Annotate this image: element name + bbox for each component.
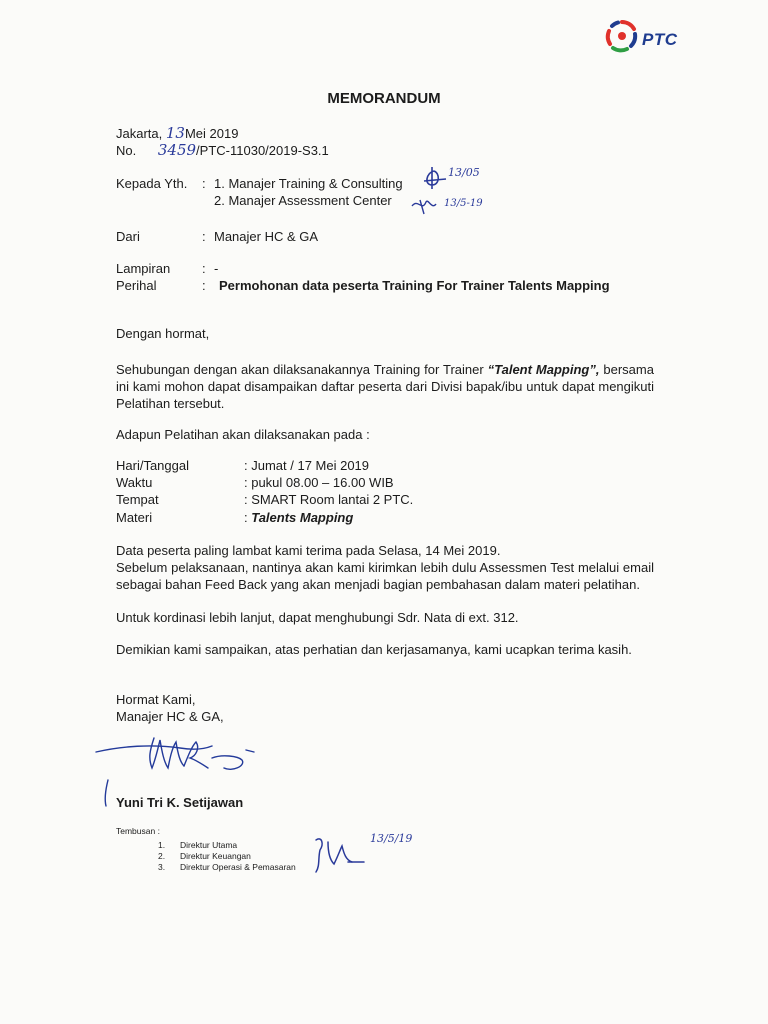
detail-value-tempat: : SMART Room lantai 2 PTC.: [244, 492, 414, 507]
memo-number: [116, 141, 329, 159]
kepada-label: Kepada Yth.: [116, 176, 188, 191]
paragraph-3-rest: Sebelum pelaksanaan, nantinya akan kami kirimkan lebih dulu Assessmen Test melalui email sebagai bahan Feed Back yang akan menjadi bagian pembahasan dalam materi pelatihan.: [116, 560, 654, 592]
ptc-logo-mark-icon: [602, 16, 642, 56]
paragraph-5: Demikian kami sampaikan, atas perhatian dan kerjasamanya, kami ucapkan terima kasih.: [116, 642, 632, 657]
date-rest: Mei 2019: [184, 126, 239, 141]
paragraph-3-line-1: Data peserta paling lambat kami terima pada Selasa, 14 Mei 2019.: [116, 543, 501, 558]
cc-num-1: 1.: [158, 840, 166, 850]
cc-label: Tembusan :: [116, 826, 160, 836]
cc-num-2: 2.: [158, 851, 166, 861]
memo-title: MEMORANDUM: [327, 90, 441, 107]
signer-name: Yuni Tri K. Setijawan: [116, 795, 244, 810]
handwritten-note-3: 13/5/19: [370, 832, 413, 845]
cc-item-2: Direktur Keuangan: [180, 851, 251, 861]
paragraph-1-end: bersama ini kami mohon dapat disampaikan daftar peserta dari Divisi bapak/ibu untuk dapat mengikuti Pelatihan tersebut.: [116, 362, 654, 411]
handwritten-initial-2-icon: [410, 196, 440, 216]
kepada-colon: :: [202, 176, 206, 191]
company-logo: [602, 14, 712, 58]
cc-num-3: 3.: [158, 862, 166, 872]
handwritten-paraf-icon: [312, 832, 372, 876]
number-handwritten: 3459: [157, 141, 197, 159]
paragraph-1: [116, 361, 654, 412]
paragraph-3: [116, 542, 654, 593]
number-rest: /PTC-11030/2019-S3.1: [196, 143, 329, 158]
cc-item-1: Direktur Utama: [180, 840, 238, 850]
cc-item-3: Direktur Operasi & Pemasaran: [180, 862, 296, 872]
lampiran-label: Lampiran: [116, 261, 171, 276]
logo-text: PTC: [642, 30, 678, 49]
closing-line-2: Manajer HC & GA,: [116, 709, 224, 724]
handwritten-note-1: 13/05: [448, 166, 480, 179]
perihal-value: Permohonan data peserta Training For Trainer Talents Mapping: [219, 278, 610, 293]
kepada-recipient-1: 1. Manajer Training & Consulting: [214, 176, 403, 191]
detail-value-waktu: : pukul 08.00 – 16.00 WIB: [244, 475, 394, 490]
date-handwritten-day: 13: [165, 124, 185, 142]
detail-value-materi: [244, 510, 353, 525]
dari-value: Manajer HC & GA: [214, 229, 319, 244]
detail-label-materi: Materi: [116, 510, 153, 525]
dari-colon: :: [202, 229, 206, 244]
detail-label-waktu: Waktu: [116, 475, 153, 490]
detail-label-hari: Hari/Tanggal: [116, 458, 189, 473]
kepada-recipient-2: 2. Manajer Assessment Center: [214, 193, 392, 208]
paragraph-1-emphasis: “Talent Mapping”,: [487, 362, 600, 377]
perihal-label: Perihal: [116, 278, 157, 293]
perihal-colon: :: [202, 278, 206, 293]
detail-label-tempat: Tempat: [116, 492, 159, 507]
lampiran-colon: :: [202, 261, 206, 276]
materi-colon: :: [244, 510, 252, 525]
handwritten-note-2: 13/5-19: [444, 198, 483, 209]
lampiran-value: -: [214, 261, 219, 276]
number-label: No.: [116, 143, 137, 158]
date-city: Jakarta,: [116, 126, 163, 141]
salutation: Dengan hormat,: [116, 326, 210, 341]
dari-label: Dari: [116, 229, 140, 244]
memo-date: [116, 124, 238, 142]
detail-value-hari: : Jumat / 17 Mei 2019: [244, 458, 370, 473]
paragraph-4: Untuk kordinasi lebih lanjut, dapat menghubungi Sdr. Nata di ext. 312.: [116, 610, 519, 625]
closing-line-1: Hormat Kami,: [116, 692, 196, 707]
paragraph-1-start: Sehubungan dengan akan dilaksanakannya Training for Trainer: [116, 362, 488, 377]
materi-value: Talents Mapping: [251, 510, 354, 525]
paragraph-2: Adapun Pelatihan akan dilaksanakan pada :: [116, 427, 370, 442]
